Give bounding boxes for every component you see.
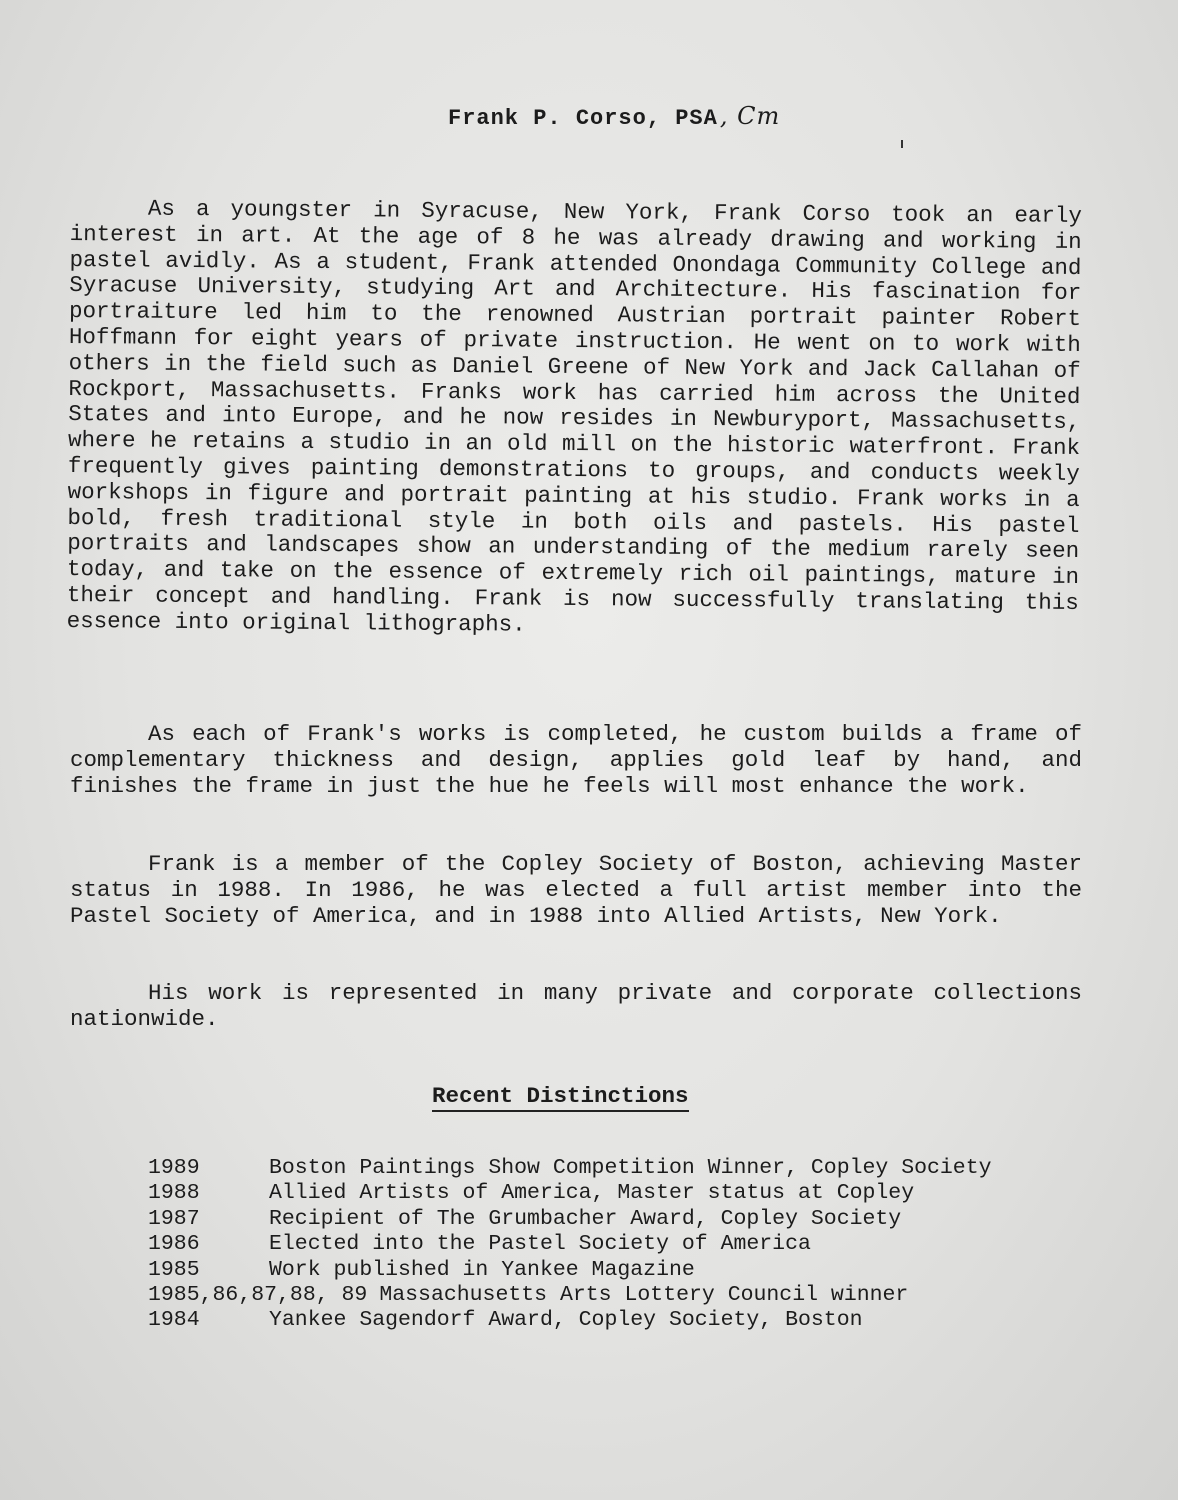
distinction-year: 1985,86,87,88, 89 — [148, 1283, 368, 1308]
distinction-item — [148, 1156, 1138, 1181]
distinction-text: Massachusetts Arts Lottery Council winner — [379, 1283, 909, 1308]
distinction-text: Allied Artists of America, Master status at Copley — [269, 1181, 915, 1206]
distinction-text: Recipient of The Grumbacher Award, Copley Society — [269, 1206, 902, 1231]
document-title — [448, 102, 780, 131]
distinctions-heading: Recent Distinctions — [432, 1083, 689, 1112]
distinction-year: 1985 — [148, 1257, 200, 1282]
distinction-year: 1989 — [148, 1156, 200, 1180]
distinction-item — [148, 1232, 1138, 1257]
distinction-year: 1987 — [148, 1206, 200, 1231]
distinction-text: Yankee Sagendorf Award, Copley Society, Boston — [269, 1308, 863, 1333]
distinction-item — [148, 1283, 1138, 1308]
distinction-year: 1984 — [148, 1308, 200, 1333]
biography-paragraph-2 — [70, 722, 1082, 799]
distinction-item — [148, 1258, 1138, 1283]
artist-name: Frank P. Corso, PSA — [448, 106, 718, 131]
handwritten-annotation: , Cm — [719, 102, 781, 130]
distinctions-list — [148, 1156, 1138, 1334]
pen-mark — [901, 140, 903, 148]
distinction-item — [148, 1207, 1138, 1232]
distinction-year: 1988 — [148, 1181, 200, 1206]
biography-paragraph-3 — [70, 852, 1082, 929]
distinction-text: Work published in Yankee Magazine — [269, 1257, 695, 1282]
distinction-text: Boston Paintings Show Competition Winner, Copley Society — [269, 1156, 992, 1180]
paragraph-text: His work is represented in many private and corporate collections nationwide. — [70, 980, 1082, 1032]
distinction-text: Elected into the Pastel Society of America — [269, 1232, 811, 1257]
distinction-item — [148, 1308, 1138, 1333]
distinction-item — [148, 1181, 1138, 1206]
paragraph-text: As a youngster in Syracuse, New York, Frank Corso took an early interest in art. At the age of 8 he was already drawing and working in pastel avidly. As a student, Frank attended Onondaga Community College and Syracuse University, studying Art and Architecture. His fascination for portraiture led him to the renowned Austrian portrait painter Robert Hoffmann for eight years of private instruction. He went on to work with others in the field such as Daniel Greene of New York and Jack Callahan of Rockport, Massachusetts. Franks work has carried him across the United States and into Europe, and he now resides in Newburyport, Massachusetts, where he retains a studio in an old mill on the historic waterfront. Frank frequently gives painting demonstrations to groups, and conducts weekly workshops in figure and portrait painting at his studio. Frank works in a bold, fresh traditional style in both oils and pastels. His pastel portraits and landscapes show an understanding of the medium rarely seen today, and take on the essence of extremely rich oil paintings, mature in their concept and handling. Frank is now successfully translating this essence into original lithographs. — [66, 195, 1082, 638]
distinction-year: 1986 — [148, 1232, 200, 1257]
biography-paragraph-4 — [70, 981, 1082, 1033]
paragraph-text: As each of Frank's works is completed, he custom builds a frame of complementary thickness and design, applies gold leaf by hand, and finishes the frame in just the hue he feels will most enhance the work. — [70, 721, 1082, 799]
biography-paragraph-1 — [67, 196, 1082, 642]
paragraph-text: Frank is a member of the Copley Society of Boston, achieving Master status in 1988. In 1986, he was elected a full artist member into the Pastel Society of America, and in 1988 into Allied Artists, New York. — [70, 851, 1082, 929]
